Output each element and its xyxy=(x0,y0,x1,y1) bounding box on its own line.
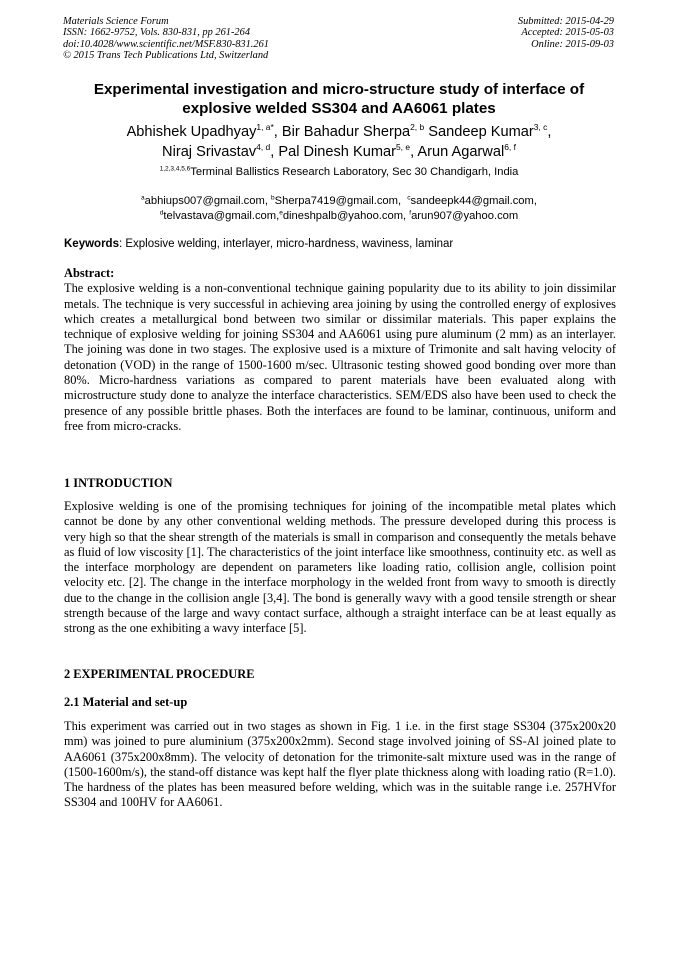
email-line-2 xyxy=(40,209,638,224)
author-separator: , xyxy=(273,124,282,140)
section-heading-experimental: 2 EXPERIMENTAL PROCEDURE xyxy=(64,667,255,681)
email-line-1 xyxy=(40,194,638,209)
author-name: Abhishek Upadhyay xyxy=(126,124,257,140)
abstract-text: The explosive welding is a non-conventional technique gaining popularity due to its ability to join dissimilar metals. The technique is very successful in achieving area joining by using the controlled energy of explosives which creates a metallurgical bond between two similar or dissimilar materials. This paper explains the technique of explosive welding for joining SS304 and AA6061 using pure aluminum (2 mm) as an interlayer. The joining was done in two stages. The explosive used is a mixture of Trimonite and salt having velocity of detonation (VOD) in the range of 1500-1600 m/sec. Ultrasonic testing showed good bonding over more than 80%. Micro-hardness variations as compared to parent materials have been evaluated along with microstructure study done to analyze the interface characteristics. SEM/EDS also have been used to check the presence of any possible brittle phases. Both the interfaces are found to be laminar, continuous, uniform and free from micro-cracks. xyxy=(64,281,616,433)
author-list xyxy=(40,122,638,162)
email-address[interactable]: Sherpa7419@gmail.com xyxy=(274,195,398,207)
affiliation-text: Terminal Ballistics Research Laboratory, Sec 30 Chandigarh, India xyxy=(190,166,519,178)
paper-title-line-1: Experimental investigation and micro-structure study of interface of xyxy=(93,81,585,98)
email-separator: , xyxy=(276,209,280,222)
paper-title xyxy=(40,80,638,118)
journal-issn: ISSN: 1662-9752, Vols. 830-831, pp 261-264 xyxy=(63,27,251,39)
email-address[interactable]: dineshpalb@yahoo.com xyxy=(282,209,404,222)
email-address[interactable]: abhiups007@gmail.com xyxy=(144,195,265,207)
author-name: Niraj Srivastav xyxy=(162,144,257,160)
email-separator: , xyxy=(397,195,408,207)
author-name: Arun Agarwal xyxy=(417,144,505,160)
email-address[interactable]: arun907@yahoo.com xyxy=(411,209,519,222)
affiliation-mark: 1,2,3,4,5,6 xyxy=(159,165,191,173)
journal-doi[interactable]: doi:10.4028/www.scientific.net/MSF.830-831.261 xyxy=(63,38,269,50)
journal-info xyxy=(63,16,269,61)
email-separator: , xyxy=(264,195,272,207)
email-mark: f xyxy=(409,208,412,216)
abstract-heading: Abstract: xyxy=(64,266,115,280)
email-list xyxy=(40,194,638,223)
author-name: Sandeep Kumar xyxy=(428,124,534,140)
keywords xyxy=(64,237,616,251)
author-line-2 xyxy=(40,142,638,162)
email-mark: c xyxy=(407,194,411,202)
author-affiliation-mark: 5, e xyxy=(395,142,411,153)
author-name: Bir Bahadur Sherpa xyxy=(281,124,411,140)
online-date: Online: 2015-09-03 xyxy=(531,38,614,50)
abstract xyxy=(64,266,616,434)
email-address[interactable]: sandeepk44@gmail.com xyxy=(410,195,534,207)
publication-dates xyxy=(518,16,614,50)
author-affiliation-mark: 3, c xyxy=(533,122,548,133)
submitted-date: Submitted: 2015-04-29 xyxy=(517,16,614,27)
paper-title-line-2: explosive welded SS304 and AA6061 plates xyxy=(182,100,496,117)
affiliation xyxy=(40,165,638,179)
author-separator: , xyxy=(410,144,418,160)
author-line-1 xyxy=(40,122,638,142)
author-separator: , xyxy=(547,124,552,140)
subsection-heading-material: 2.1 Material and set-up xyxy=(64,695,188,709)
introduction-paragraph: Explosive welding is one of the promising techniques for joining of the incompatible metal plates which cannot be done by any other conventional welding methods. The pressure developed during this process is very high so that the shear strength of the materials is small in comparison and consequently the metals behave as fluid of low viscosity [1]. The characteristics of the joint interface like smoothness, continuity etc. as well as the interface morphology are dependent on parameters like loading ratio, collision angle, collision point velocity etc. [2]. The change in the interface morphology in the welded front from wavy to smooth is directly due to the change in the collision angle [3,4]. The bond is generally wavy with a good tensile strength or shear strength because of the large and wavy contact surface, although a straight interface can be at least equally as strong as the one exhibiting a wavy interface [5]. xyxy=(64,499,616,636)
author-affiliation-mark: 4, d xyxy=(256,142,271,153)
keywords-text: : Explosive welding, interlayer, micro-hardness, waviness, laminar xyxy=(118,238,454,250)
email-mark: d xyxy=(159,208,164,216)
email-mark: b xyxy=(271,194,275,202)
email-mark: e xyxy=(279,208,283,216)
email-address[interactable]: telvastava@gmail.com xyxy=(163,209,277,222)
email-separator: , xyxy=(533,195,537,207)
journal-copyright: © 2015 Trans Tech Publications Ltd, Switzerland xyxy=(63,49,269,61)
author-separator: , xyxy=(270,144,279,160)
email-mark: a xyxy=(141,194,145,202)
email-separator: , xyxy=(403,209,410,222)
author-affiliation-mark: 2, b xyxy=(410,122,425,133)
author-name: Pal Dinesh Kumar xyxy=(278,144,396,160)
journal-name: Materials Science Forum xyxy=(63,16,169,27)
accepted-date: Accepted: 2015-05-03 xyxy=(521,27,614,39)
author-affiliation-mark: 1, a* xyxy=(256,122,274,133)
section-heading-introduction: 1 INTRODUCTION xyxy=(64,476,173,490)
material-paragraph: This experiment was carried out in two stages as shown in Fig. 1 i.e. in the first stage SS304 (375x200x20 mm) was joined to pure aluminium (375x200x2mm). Second stage involved joining of SS-Al joined plate to AA6061 (375x200x8mm). The velocity of detonation for the trimonite-salt mixture used was in the range of (1500-1600m/s), the stand-off distance was kept half the flyer plate thickness along with loading ratio (R=1.0). The hardness of the plates has been measured before welding, which was in the suitable range i.e. 257HVfor SS304 and 100HV for AA6061. xyxy=(64,719,616,810)
keywords-label: Keywords xyxy=(64,238,119,250)
author-affiliation-mark: 6, f xyxy=(504,142,516,153)
